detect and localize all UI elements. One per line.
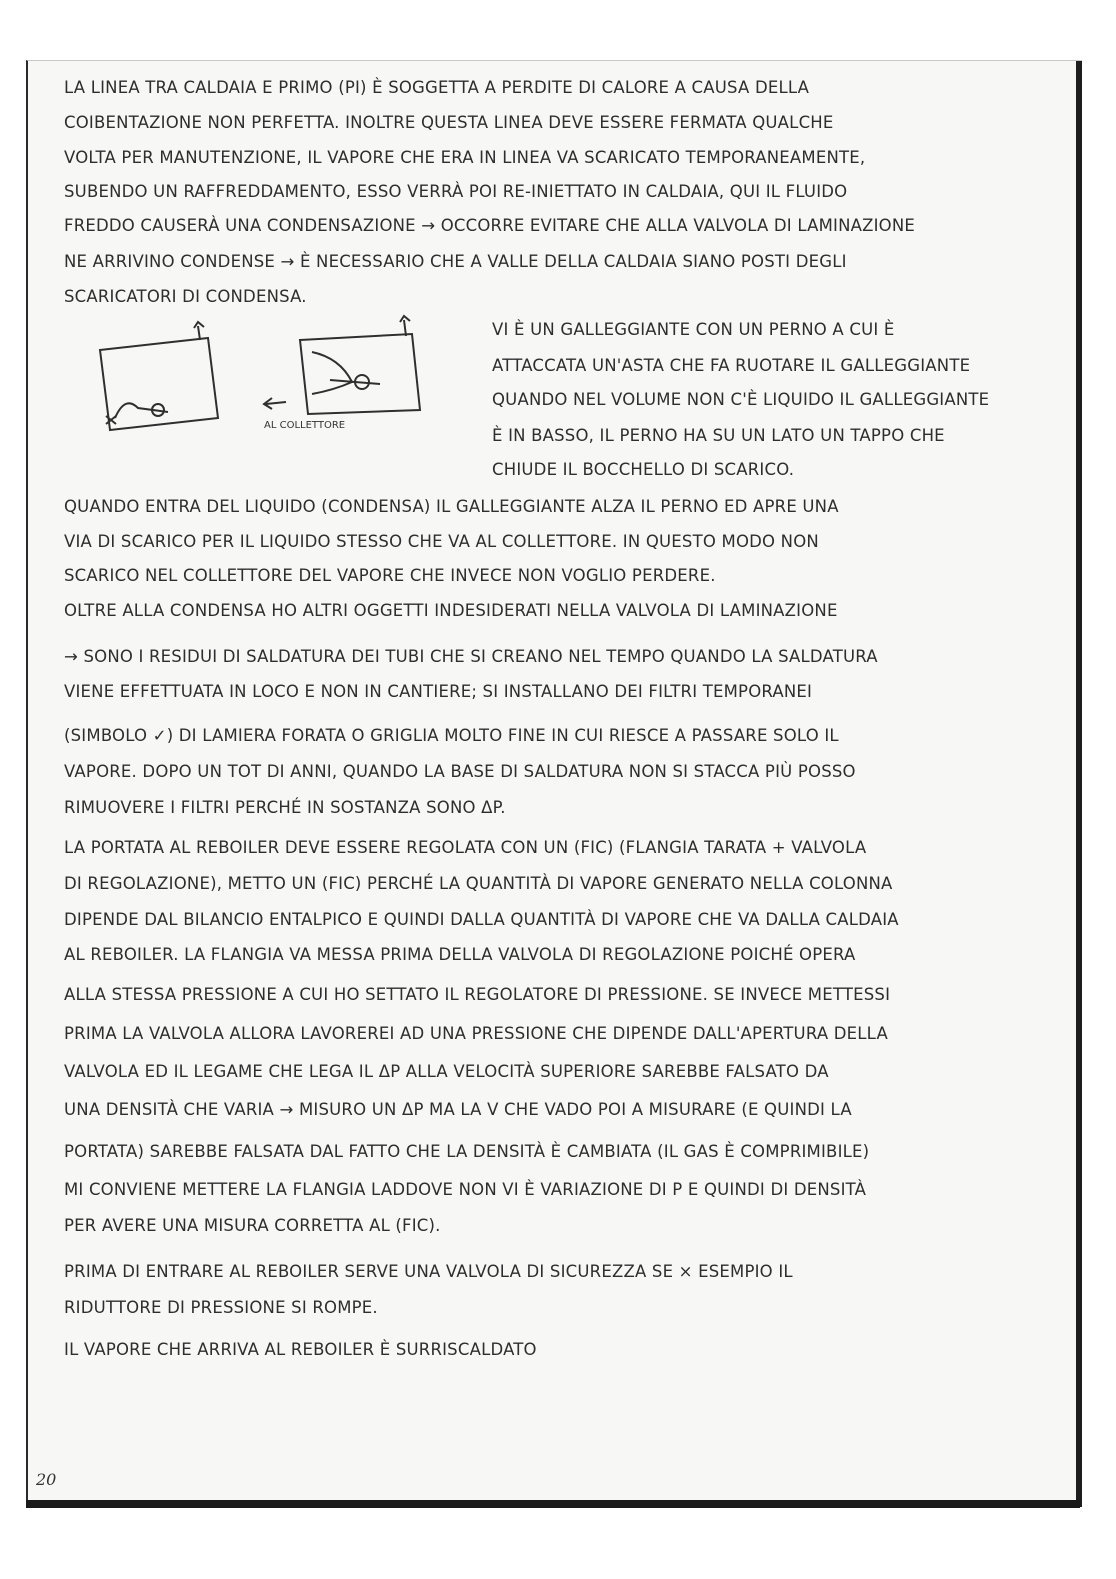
text-line: CHIUDE IL BOCCHELLO DI SCARICO. — [492, 460, 795, 479]
text-line: QUANDO NEL VOLUME NON C'È LIQUIDO IL GALLEGGIANTE — [492, 390, 990, 409]
text-line: NE ARRIVINO CONDENSE → È NECESSARIO CHE A VALLE DELLA CALDAIA SIANO POSTI DEGLI — [64, 252, 847, 271]
text-line: COIBENTAZIONE NON PERFETTA. INOLTRE QUESTA LINEA DEVE ESSERE FERMATA QUALCHE — [64, 113, 834, 132]
text-line: VALVOLA ED IL LEGAME CHE LEGA IL ΔP ALLA VELOCITÀ SUPERIORE SAREBBE FALSATO DA — [64, 1062, 829, 1081]
pivot-mark — [106, 416, 116, 424]
text-line: UNA DENSITÀ CHE VARIA → MISURO UN ΔP MA LA V CHE VADO POI A MISURARE (E QUINDI LA — [64, 1100, 852, 1119]
text-line: SUBENDO UN RAFFREDDAMENTO, ESSO VERRÀ POI RE-INIETTATO IN CALDAIA, QUI IL FLUIDO — [64, 182, 848, 201]
text-line: PER AVERE UNA MISURA CORRETTA AL (FIC). — [64, 1216, 441, 1235]
notebook-page — [26, 60, 1082, 1507]
text-line: VIENE EFFETTUATA IN LOCO E NON IN CANTIERE; SI INSTALLANO DEI FILTRI TEMPORANEI — [64, 682, 813, 701]
text-line: OLTRE ALLA CONDENSA HO ALTRI OGGETTI INDESIDERATI NELLA VALVOLA DI LAMINAZIONE — [64, 601, 838, 620]
text-line: FREDDO CAUSERÀ UNA CONDENSAZIONE → OCCORRE EVITARE CHE ALLA VALVOLA DI LAMINAZIONE — [64, 216, 916, 235]
text-line: (SIMBOLO ✓) DI LAMIERA FORATA O GRIGLIA MOLTO FINE IN CUI RIESCE A PASSARE SOLO IL — [64, 726, 839, 745]
text-line: PRIMA LA VALVOLA ALLORA LAVOREREI AD UNA PRESSIONE CHE DIPENDE DALL'APERTURA DELLA — [64, 1024, 888, 1043]
text-line: IL VAPORE CHE ARRIVA AL REBOILER È SURRISCALDATO — [64, 1340, 537, 1359]
collector-label: AL COLLETTORE — [264, 420, 346, 431]
text-line: VOLTA PER MANUTENZIONE, IL VAPORE CHE ERA IN LINEA VA SCARICATO TEMPORANEAMENTE, — [64, 148, 866, 167]
text-line: AL REBOILER. LA FLANGIA VA MESSA PRIMA DELLA VALVOLA DI REGOLAZIONE POICHÉ OPERA — [64, 945, 856, 964]
trap-body-right — [300, 334, 420, 414]
text-line: → SONO I RESIDUI DI SALDATURA DEI TUBI CHE SI CREANO NEL TEMPO QUANDO LA SALDATURA — [64, 647, 878, 666]
text-line: QUANDO ENTRA DEL LIQUIDO (CONDENSA) IL GALLEGGIANTE ALZA IL PERNO ED APRE UNA — [64, 497, 839, 516]
text-line: MI CONVIENE METTERE LA FLANGIA LADDOVE NON VI È VARIAZIONE DI P E QUINDI DI DENSITÀ — [64, 1180, 867, 1199]
text-line: DIPENDE DAL BILANCIO ENTALPICO E QUINDI DALLA QUANTITÀ DI VAPORE CHE VA DALLA CALDAIA — [64, 910, 899, 929]
text-line: VI È UN GALLEGGIANTE CON UN PERNO A CUI È — [492, 320, 895, 339]
text-line: SCARICO NEL COLLETTORE DEL VAPORE CHE INVECE NON VOGLIO PERDERE. — [64, 566, 716, 585]
text-line: PRIMA DI ENTRARE AL REBOILER SERVE UNA VALVOLA DI SICUREZZA SE × ESEMPIO IL — [64, 1262, 793, 1281]
text-line: RIMUOVERE I FILTRI PERCHÉ IN SOSTANZA SONO ΔP. — [64, 798, 506, 817]
page-bottom-edge — [26, 1500, 1080, 1508]
text-line: SCARICATORI DI CONDENSA. — [64, 287, 307, 306]
text-line: ALLA STESSA PRESSIONE A CUI HO SETTATO IL REGOLATORE DI PRESSIONE. SE INVECE METTESSI — [64, 985, 891, 1004]
text-line: LA PORTATA AL REBOILER DEVE ESSERE REGOLATA CON UN (FIC) (FLANGIA TARATA + VALVOLA — [64, 838, 867, 857]
page-number: 20 — [36, 1470, 57, 1489]
text-line: ATTACCATA UN'ASTA CHE FA RUOTARE IL GALLEGGIANTE — [492, 356, 971, 375]
text-line: È IN BASSO, IL PERNO HA SU UN LATO UN TAPPO CHE — [492, 426, 945, 445]
text-line: RIDUTTORE DI PRESSIONE SI ROMPE. — [64, 1298, 378, 1317]
text-line: LA LINEA TRA CALDAIA E PRIMO (PI) È SOGGETTA A PERDITE DI CALORE A CAUSA DELLA — [64, 78, 810, 97]
text-line: VAPORE. DOPO UN TOT DI ANNI, QUANDO LA BASE DI SALDATURA NON SI STACCA PIÙ POSSO — [64, 762, 856, 781]
text-line: DI REGOLAZIONE), METTO UN (FIC) PERCHÉ LA QUANTITÀ DI VAPORE GENERATO NELLA COLONNA — [64, 874, 893, 893]
text-line: VIA DI SCARICO PER IL LIQUIDO STESSO CHE VA AL COLLETTORE. IN QUESTO MODO NON — [64, 532, 819, 551]
text-line: PORTATA) SAREBBE FALSATA DAL FATTO CHE LA DENSITÀ È CAMBIATA (IL GAS È COMPRIMIBILE) — [64, 1142, 870, 1161]
